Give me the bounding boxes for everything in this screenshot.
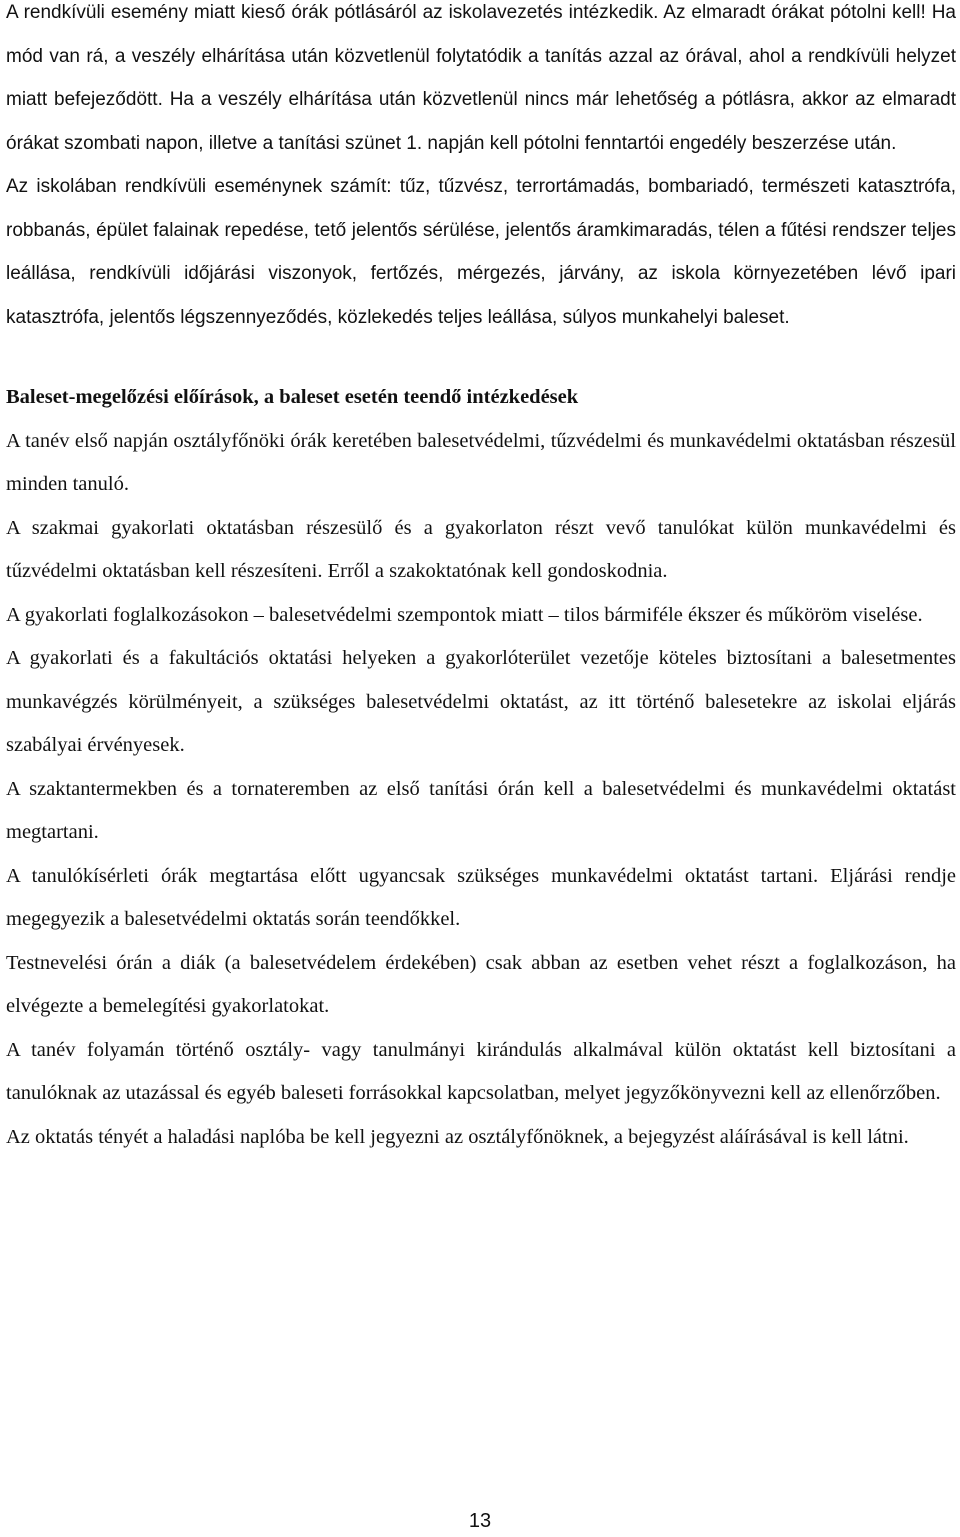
- section-heading: Baleset-megelőzési előírások, a baleset esetén teendő intézkedések: [6, 386, 579, 408]
- paragraph-student-experiments: A tanulókísérleti órák megtartása előtt ugyancsak szükséges munkavédelmi oktatást tartani. Eljárási rendje megegyezik a balesetvédelmi oktatás során teendőkkel.: [6, 864, 956, 930]
- paragraph-makeup-lessons: A rendkívüli esemény miatt kieső órák pótlásáról az iskolavezetés intézkedik. Az elmaradt órákat pótolni kell! Ha mód van rá, a veszély elhárítása után közvetlenül folytatódik a tanítás azzal az órával, ahol a rendkívüli helyzet miatt befejeződött. Ha a veszély elhárítása után közvetlenül nincs már lehetőség a pótlásra, akkor az elmaradt órákat szombati napon, illetve a tanítási szünet 1. napján kell pótolni fenntartói engedély beszerzése után.: [6, 2, 956, 154]
- paragraph-practice-site-leader: A gyakorlati és a fakultációs oktatási helyeken a gyakorlóterület vezetője köteles biztosítani a balesetmentes munkavégzés körülményeit, a szükséges balesetvédelmi oktatást, az itt történő balesetekre az iskolai eljárás szabályai érvényesek.: [6, 647, 956, 756]
- page-number: 13: [468, 1510, 492, 1532]
- paragraph-emergency-events: Az iskolában rendkívüli eseménynek számít: tűz, tűzvész, terrortámadás, bombariadó, természeti katasztrófa, robbanás, épület falainak repedése, tető jelentős sérülése, jelentős áramkimaradás, télen a fűtési rendszer teljes leállása, rendkívüli időjárási viszonyok, fertőzés, mérgezés, járvány, az iskola környezetében lévő ipari katasztrófa, jelentős légszennyeződés, közlekedés teljes leállása, súlyos munkahelyi baleset.: [6, 176, 956, 328]
- paragraph-first-day-training: A tanév első napján osztályfőnöki órák keretében balesetvédelmi, tűzvédelmi és munkavédelmi oktatásban részesül minden tanuló.: [6, 429, 956, 495]
- paragraph-logbook: Az oktatás tényét a haladási naplóba be kell jegyezni az osztályfőnöknek, a bejegyzést aláírásával is kell látni.: [6, 1125, 909, 1148]
- document-page: [6, 0, 956, 1159]
- paragraph-jewelry-ban: A gyakorlati foglalkozásokon – balesetvédelmi szempontok miatt – tilos bármiféle ékszer és műköröm viselése.: [6, 603, 923, 626]
- paragraph-physical-education: Testnevelési órán a diák (a balesetvédelem érdekében) csak abban az esetben vehet részt a foglalkozáson, ha elvégezte a bemelegítési gyakorlatokat.: [6, 951, 956, 1017]
- paragraph-practical-training: A szakmai gyakorlati oktatásban részesülő és a gyakorlaton részt vevő tanulókat külön munkavédelmi és tűzvédelmi oktatásban kell részesíteni. Erről a szakoktatónak kell gondoskodnia.: [6, 516, 956, 582]
- paragraph-excursions: A tanév folyamán történő osztály- vagy tanulmányi kirándulás alkalmával külön oktatást kell biztosítani a tanulóknak az utazással és egyéb baleseti forrásokkal kapcsolatban, melyet jegyzőkönyvezni kell az ellenőrzőben.: [6, 1038, 956, 1104]
- paragraph-specialist-rooms: A szaktantermekben és a tornateremben az első tanítási órán kell a balesetvédelmi és munkavédelmi oktatást megtartani.: [6, 777, 956, 843]
